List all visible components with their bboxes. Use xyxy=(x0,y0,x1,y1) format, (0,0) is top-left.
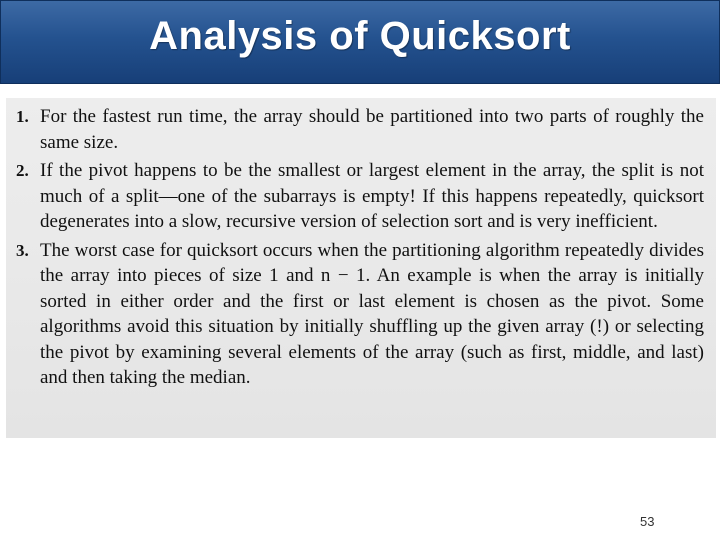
list-item xyxy=(16,158,704,235)
item-text: The worst case for quicksort occurs when the partitioning algorithm repeatedly divides the array into pieces of size 1 and n − 1. An example is when the array is initially sorted in either order and the first or last element is chosen as the pivot. Some algorithms avoid this situation by initially shuffling up the given array (!) or selecting the pivot by examining several elements of the array (such as first, middle, and last) and then taking the median. xyxy=(40,239,704,388)
item-number: 1. xyxy=(16,107,29,126)
list-item xyxy=(16,238,704,391)
slide-title: Analysis of Quicksort xyxy=(149,13,571,58)
item-number: 2. xyxy=(16,161,29,180)
list-item xyxy=(16,104,704,155)
item-text: If the pivot happens to be the smallest or largest element in the array, the split is not much of a split—one of the subarrays is empty! If this happens repeatedly, quicksort degenerates into a slow, recursive version of selection sort and is very inefficient. xyxy=(40,160,704,232)
title-bar xyxy=(0,0,720,84)
item-text: For the fastest run time, the array should be partitioned into two parts of roughly the same size. xyxy=(40,106,704,153)
item-number: 3. xyxy=(16,240,29,260)
scanned-text-image xyxy=(6,98,716,438)
page-number: 53 xyxy=(640,514,655,529)
